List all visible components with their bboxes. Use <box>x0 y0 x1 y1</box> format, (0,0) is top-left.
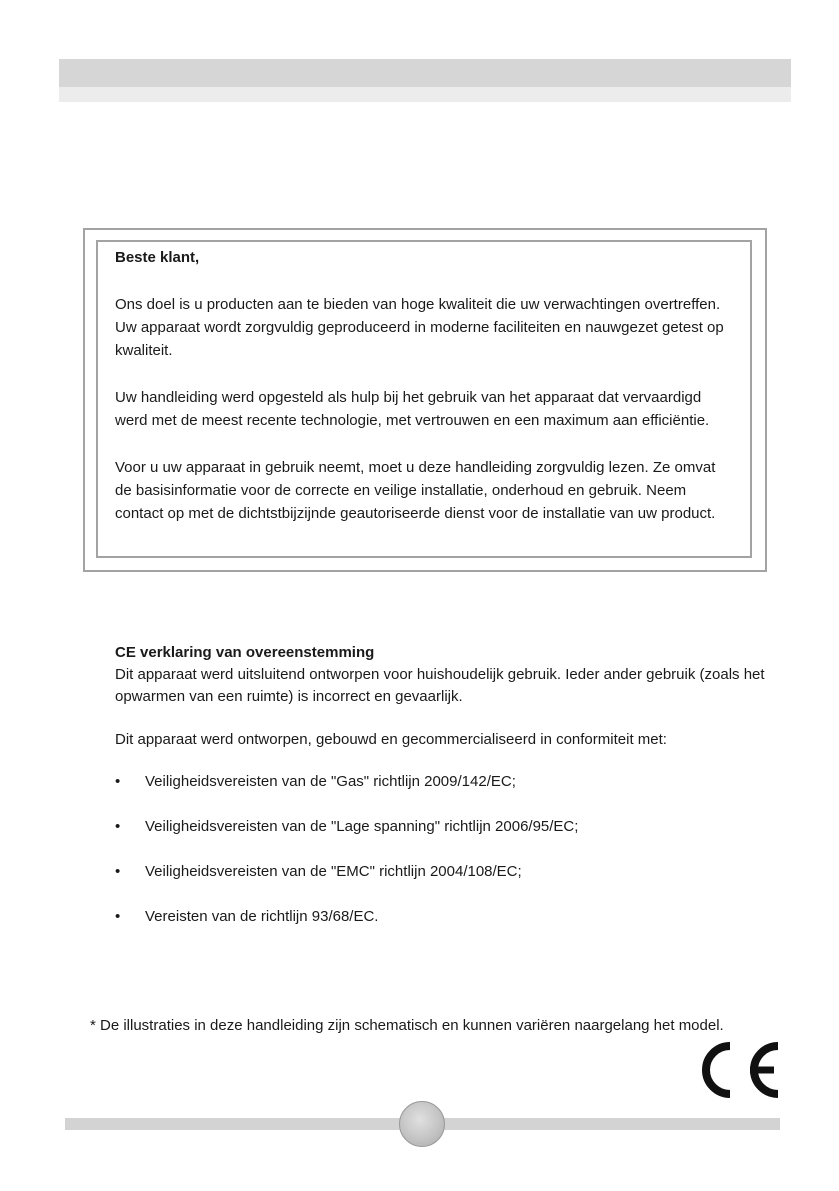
ce-mark-icon <box>690 1040 782 1100</box>
directive-item-text: Vereisten van de richtlijn 93/68/EC. <box>145 908 379 925</box>
bullet-icon: • <box>115 908 121 925</box>
welcome-box <box>115 246 735 549</box>
ce-declaration-section <box>115 642 775 951</box>
directive-item-text: Veiligheidsvereisten van de "EMC" richtlijn 2004/108/EC; <box>145 863 522 880</box>
welcome-greeting: Beste klant, <box>115 249 200 266</box>
directive-item <box>115 906 775 928</box>
directive-list <box>115 771 775 928</box>
page-number-badge <box>399 1101 445 1147</box>
directive-item-text: Veiligheidsvereisten van de "Gas" richtlijn 2009/142/EC; <box>145 773 516 790</box>
directive-item <box>115 816 775 838</box>
directive-item-text: Veiligheidsvereisten van de "Lage spanning" richtlijn 2006/95/EC; <box>145 818 579 835</box>
welcome-paragraph-2: Uw handleiding werd opgesteld als hulp bij het gebruik van het apparaat dat vervaardigd werd met de meest recente technologie, met vertrouwen en een maximum aan efficiëntie. <box>115 388 710 430</box>
bullet-icon: • <box>115 863 121 880</box>
bullet-icon: • <box>115 773 121 790</box>
welcome-paragraph-1: Ons doel is u producten aan te bieden van hoge kwaliteit die uw verwachtingen overtreffen. Uw apparaat wordt zorgvuldig geproduceerd in moderne faciliteiten en nauwgezet getest op kwaliteit. <box>115 295 724 360</box>
header-bar <box>59 59 791 87</box>
ce-declaration-conformity: Dit apparaat werd ontworpen, gebouwd en gecommercialiseerd in conformiteit met: <box>115 731 667 748</box>
ce-declaration-title: CE verklaring van overeenstemming <box>115 644 375 661</box>
header-bar-shadow <box>59 87 791 102</box>
directive-item <box>115 771 775 793</box>
illustration-footnote: * De illustraties in deze handleiding zijn schematisch en kunnen variëren naargelang het model. <box>90 1017 724 1034</box>
directive-item <box>115 861 775 883</box>
bullet-icon: • <box>115 818 121 835</box>
ce-declaration-intro: Dit apparaat werd uitsluitend ontworpen voor huishoudelijk gebruik. Ieder ander gebruik (zoals het opwarmen van een ruimte) is incorrect en gevaarlijk. <box>115 666 765 705</box>
welcome-paragraph-3: Voor u uw apparaat in gebruik neemt, moet u deze handleiding zorgvuldig lezen. Ze omvat de basisinformatie voor de correcte en veilige installatie, onderhoud en gebruik. Neem contact op met de dichtstbijzijnde geautoriseerde dienst voor de installatie van uw product. <box>115 458 716 523</box>
